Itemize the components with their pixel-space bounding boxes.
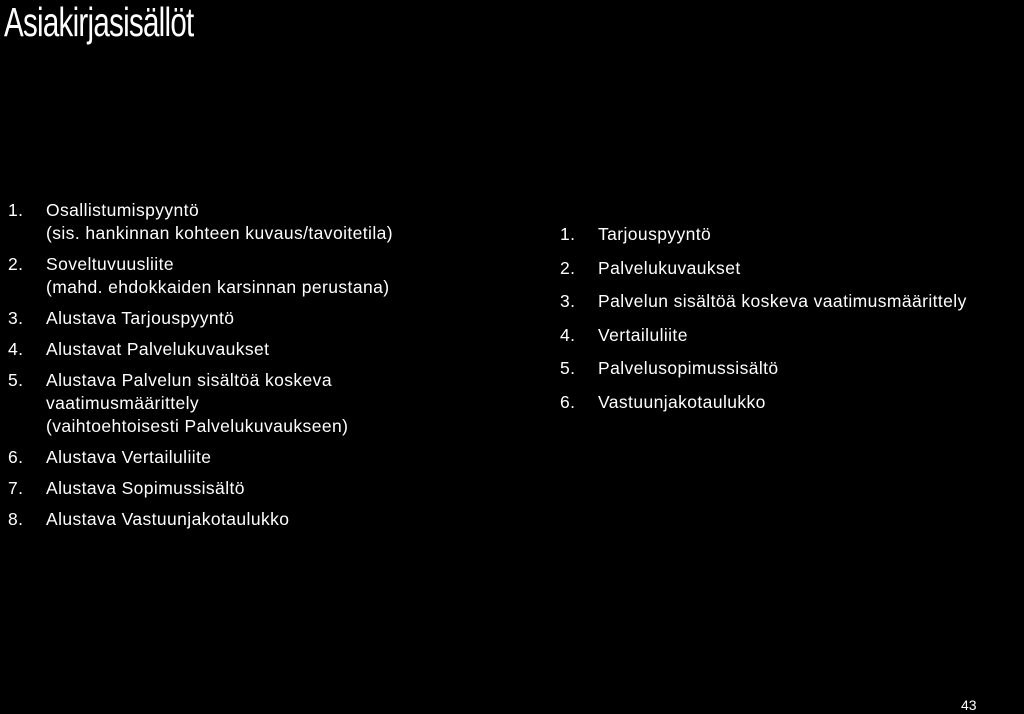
list-item [8, 446, 478, 469]
item-number: 5. [8, 370, 24, 390]
list-item [560, 324, 1024, 347]
item-number: 1. [560, 224, 576, 244]
item-number: 3. [560, 291, 576, 311]
item-number: 2. [560, 257, 576, 278]
list-item [8, 369, 478, 438]
item-text: (sis. hankinnan kohteen kuvaus/tavoitetila) [46, 223, 393, 243]
page-number: 43 [961, 697, 977, 713]
item-text: Osallistumispyyntö [46, 200, 200, 220]
item-text: Alustava Tarjouspyyntö [46, 308, 235, 328]
item-text: Alustava Vastuunjakotaulukko [46, 509, 290, 529]
item-text: Alustavat Palvelukuvaukset [46, 339, 270, 359]
item-number: 4. [560, 324, 576, 345]
list-item [8, 253, 478, 299]
left-list [8, 199, 478, 539]
item-text: Tarjouspyyntö [598, 224, 712, 244]
list-item [8, 199, 478, 245]
item-text: (vaihtoehtoisesti Palvelukuvaukseen) [46, 416, 349, 436]
list-item [560, 223, 1024, 246]
item-number: 2. [8, 254, 24, 274]
item-text: Alustava Sopimussisältö [46, 478, 245, 498]
item-text: vaatimusmäärittely [46, 393, 200, 413]
item-text: Palvelusopimussisältö [598, 358, 779, 378]
item-text: Palvelukuvaukset [598, 257, 741, 278]
list-item [560, 391, 1024, 414]
item-number: 5. [560, 358, 576, 378]
item-number: 4. [8, 339, 24, 359]
item-number: 6. [8, 447, 24, 467]
item-number: 1. [8, 200, 24, 220]
list-item [8, 338, 478, 361]
item-number: 8. [8, 509, 24, 529]
list-item [8, 307, 478, 330]
list-item [560, 290, 1024, 313]
page-title: Asiakirjasisällöt [4, 0, 194, 45]
item-text: Soveltuvuusliite [46, 254, 174, 274]
item-number: 7. [8, 478, 24, 498]
item-text: Alustava Vertailuliite [46, 447, 212, 467]
item-number: 6. [560, 391, 576, 412]
item-text: (mahd. ehdokkaiden karsinnan perustana) [46, 277, 390, 297]
list-item [8, 508, 478, 531]
item-text: Vastuunjakotaulukko [598, 391, 766, 412]
list-item [560, 357, 1024, 380]
item-text: Vertailuliite [598, 324, 688, 345]
item-text: Palvelun sisältöä koskeva vaatimusmäärittely [598, 291, 967, 311]
right-list [560, 223, 1024, 424]
item-number: 3. [8, 308, 24, 328]
item-text: Alustava Palvelun sisältöä koskeva [46, 370, 332, 390]
list-item [8, 477, 478, 500]
list-item [560, 257, 1024, 280]
